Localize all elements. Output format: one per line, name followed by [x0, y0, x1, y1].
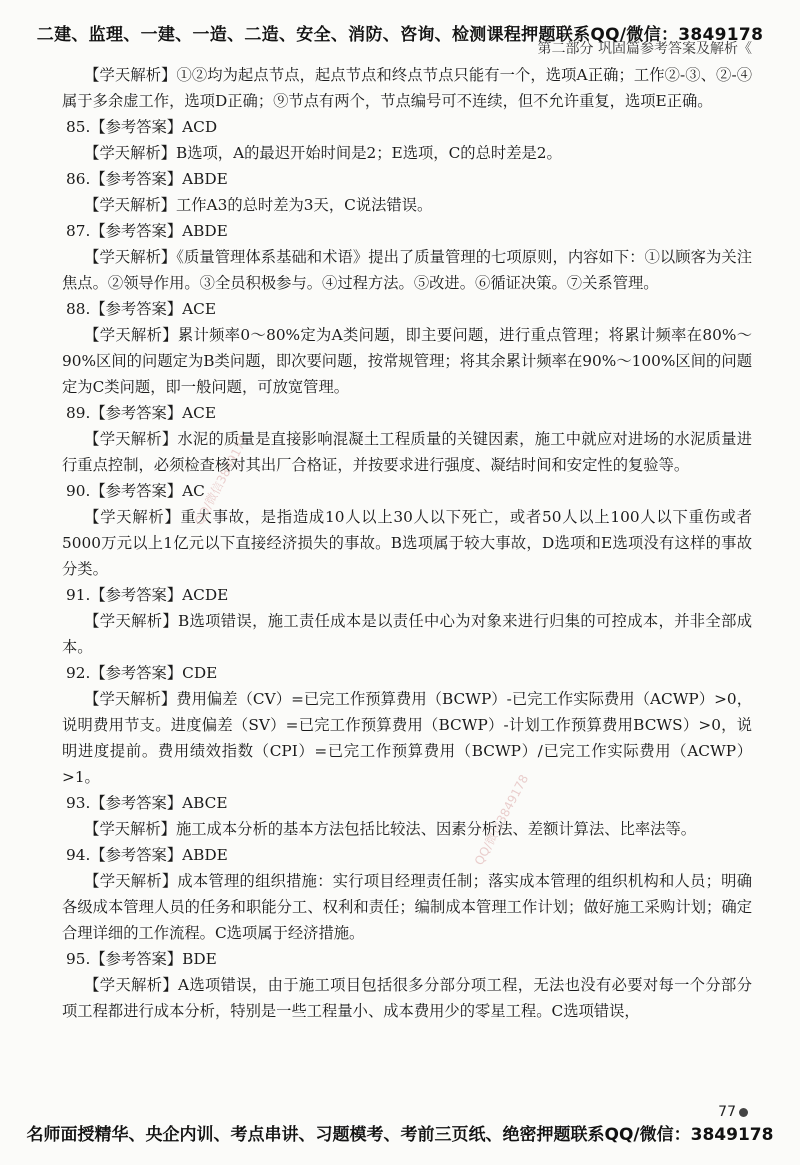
explanation-91: 【学天解析】B选项错误，施工责任成本是以责任中心为对象来进行归集的可控成本，并非全部成本。 [62, 612, 752, 656]
answer-explanations [62, 62, 752, 1024]
explanation-text: 【学天解析】①②均为起点节点，起点节点和终点节点只能有一个，选项A正确；工作②-③、②-④属于多余虚工作，选项D正确；⑨节点有两个，节点编号可不连续，但不允许重复，选项E正确。 [62, 66, 752, 110]
answer-line-94: 94.【参考答案】ABDE [66, 846, 228, 864]
explanation-95: 【学天解析】A选项错误，由于施工项目包括很多分部分项工程，无法也没有必要对每一个分部分项工程都进行成本分析，特别是一些工程量小、成本费用少的零星工程。C选项错误， [62, 976, 752, 1020]
explanation-87: 【学天解析】《质量管理体系基础和术语》提出了质量管理的七项原则，内容如下：①以顾客为关注焦点。②领导作用。③全员积极参与。④过程方法。⑤改进。⑥循证决策。⑦关系管理。 [62, 248, 752, 292]
answer-line-91: 91.【参考答案】ACDE [66, 586, 229, 604]
watermark: QQ/微信3849178 [191, 432, 252, 528]
explanation-92: 【学天解析】费用偏差（CV）=已完工作预算费用（BCWP）-已完工作实际费用（ACWP）>0，说明费用节支。进度偏差（SV）=已完工作预算费用（BCWP）-计划工作预算费用BCWS）>0，说明进度提前。费用绩效指数（CPI）=已完工作预算费用（BCWP）/已完工作实际费用（ACWP）>1。 [62, 690, 752, 786]
explanation-94: 【学天解析】成本管理的组织措施：实行项目经理责任制；落实成本管理的组织机构和人员；明确各级成本管理人员的任务和职能分工、权利和责任；编制成本管理工作计划；做好施工采购计划；确定合理详细的工作流程。C选项属于经济措施。 [62, 872, 752, 942]
page-corner-icon [739, 1108, 748, 1117]
explanation-89: 【学天解析】水泥的质量是直接影响混凝土工程质量的关键因素，施工中就应对进场的水泥质量进行重点控制，必须检查核对其出厂合格证，并按要求进行强度、凝结时间和安定性的复验等。 [62, 430, 752, 474]
top-contact-banner: 二建、监理、一建、一造、二造、安全、消防、咨询、检测课程押题联系QQ/微信：3849178 [36, 25, 764, 45]
answer-line-88: 88.【参考答案】ACE [66, 300, 217, 318]
answer-line-95: 95.【参考答案】BDE [66, 950, 217, 968]
answer-line-90: 90.【参考答案】AC [66, 482, 205, 500]
page-number-text: 77 [718, 1104, 736, 1120]
explanation-90: 【学天解析】重大事故，是指造成10人以上30人以下死亡，或者50人以上100人以下重伤或者5000万元以上1亿元以下直接经济损失的事故。B选项属于较大事故，D选项和E选项没有这样的事故分类。 [62, 508, 752, 578]
answer-line-87: 87.【参考答案】ABDE [66, 222, 228, 240]
answer-line-93: 93.【参考答案】ABCE [66, 794, 228, 812]
explanation-86: 【学天解析】工作A3的总时差为3天，C说法错误。 [84, 196, 433, 214]
bottom-contact-banner: 名师面授精华、央企内训、考点串讲、习题模考、考前三页纸、绝密押题联系QQ/微信：3849178 [26, 1125, 774, 1145]
answer-line-89: 89.【参考答案】ACE [66, 404, 217, 422]
answer-line-86: 86.【参考答案】ABDE [66, 170, 228, 188]
explanation-85: 【学天解析】B选项，A的最迟开始时间是2；E选项，C的总时差是2。 [84, 144, 562, 162]
watermark: QQ/微信3849178 [471, 772, 532, 868]
answer-line-92: 92.【参考答案】CDE [66, 664, 218, 682]
explanation-93: 【学天解析】施工成本分析的基本方法包括比较法、因素分析法、差额计算法、比率法等。 [84, 820, 697, 838]
running-head: 第二部分 巩固篇参考答案及解析《 [537, 41, 752, 57]
explanation-88: 【学天解析】累计频率0～80%定为A类问题，即主要问题，进行重点管理；将累计频率在80%～90%区间的问题定为B类问题，即次要问题，按常规管理；将其余累计频率在90%～100%区间的问题定为C类问题，即一般问题，可放宽管理。 [62, 326, 752, 396]
page-number [718, 1104, 748, 1120]
answer-line-85: 85.【参考答案】ACD [66, 118, 218, 136]
